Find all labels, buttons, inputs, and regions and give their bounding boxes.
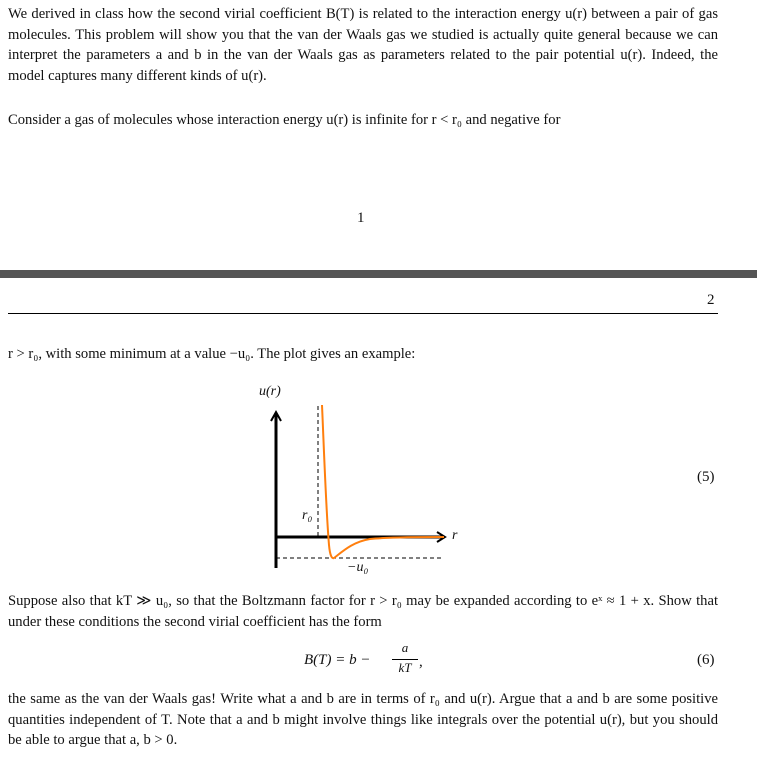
intro-paragraph: We derived in class how the second virial coefficient B(T) is related to the interaction energy u(r) between a pair of gas molecules. This problem will show you that the van der Waals gas we studied is actually quite general because we can interpret the parameters a and b in the van der Waals gas as parameters related to the pair potential u(r). Indeed, the model captures many different kinds of u(r). bbox=[8, 6, 718, 84]
page-number-1: 1 bbox=[357, 210, 365, 226]
page-number-2: 2 bbox=[707, 292, 715, 308]
example-paragraph: r > r₀, with some minimum at a value −u₀. The plot gives an example: bbox=[8, 346, 416, 362]
equation-6-comma: , bbox=[419, 654, 423, 670]
x-axis-label: r bbox=[452, 528, 458, 543]
gas-paragraph: Consider a gas of molecules whose interaction energy u(r) is infinite for r < r₀ and negative for bbox=[8, 112, 561, 128]
assumption-paragraph: Suppose also that kT ≫ u₀, so that the Boltzmann factor for r > r₀ may be expanded according to eˣ ≈ 1 + x. Show that under these conditions the second virial coefficient has the form bbox=[8, 593, 718, 630]
conclusion-paragraph: the same as the van der Waals gas! Write what a and b are in terms of r₀ and u(r). Argue that a and b are some positive quantities independent of T. Note that a and b might involve things like integrals over the potential u(r), but you should be able to argue that a, b > 0. bbox=[8, 691, 718, 749]
equation-6-number: (6) bbox=[697, 652, 715, 668]
r0-label: r₀ bbox=[302, 508, 313, 523]
y-axis-label: u(r) bbox=[259, 384, 281, 399]
equation-6-lhs: B(T) = b − bbox=[304, 652, 371, 668]
min-label: −u₀ bbox=[347, 560, 369, 575]
equation-5-number: (5) bbox=[697, 469, 715, 485]
equation-6-numerator: a bbox=[401, 640, 409, 655]
equation-6-denominator: kT bbox=[398, 660, 412, 675]
potential-curve bbox=[322, 405, 444, 558]
